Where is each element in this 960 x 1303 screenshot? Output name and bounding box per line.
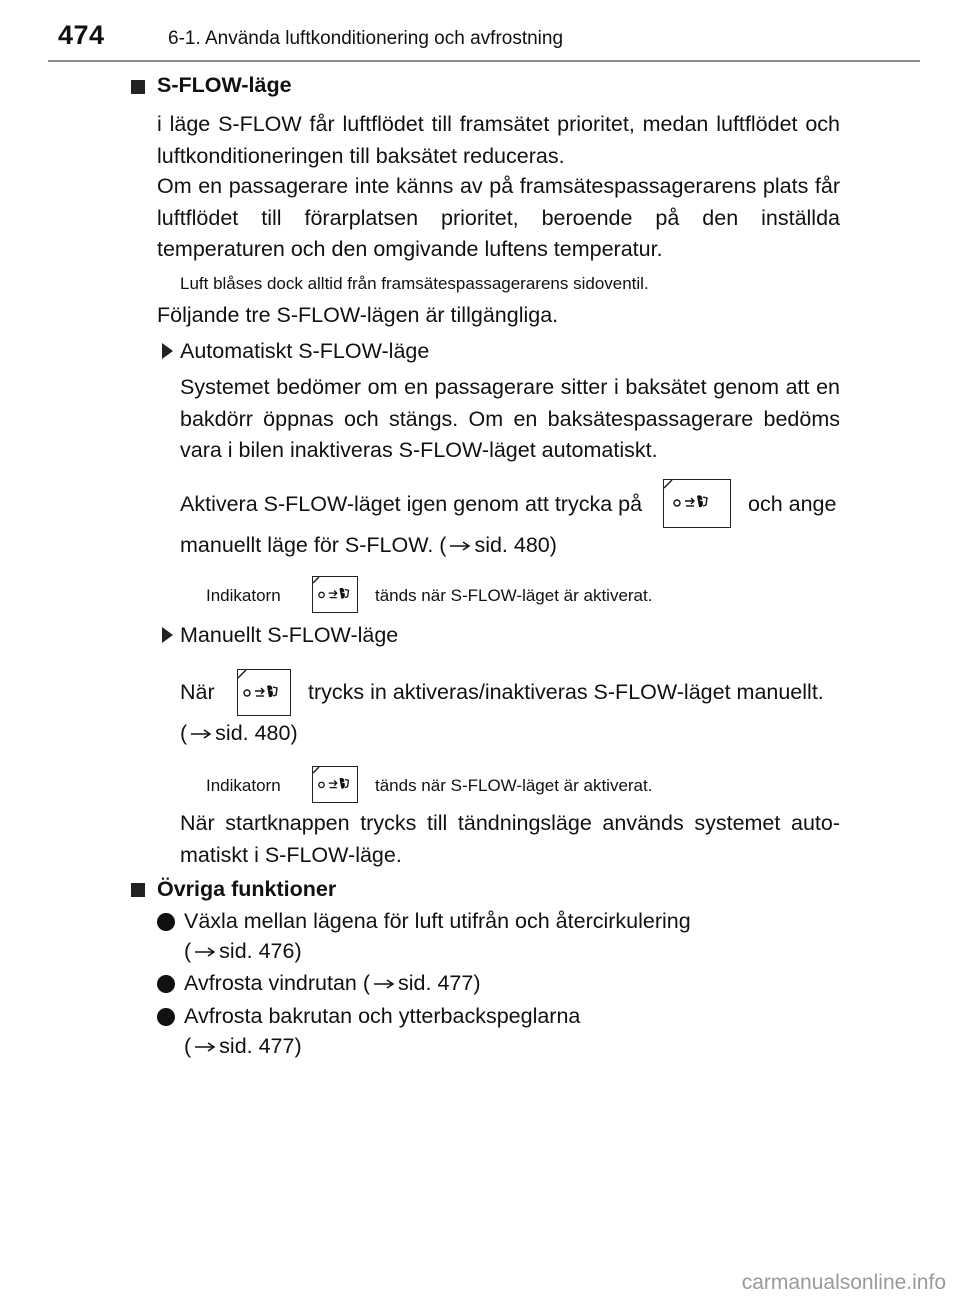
section-title: 6-1. Använda luftkonditionering och avfrostning — [168, 28, 564, 49]
s-flow-indicator-icon — [312, 576, 358, 613]
sflow-intro: Följande tre S-FLOW-lägen är tillgängliga. — [157, 303, 559, 327]
other-heading: Övriga funktioner — [157, 877, 337, 901]
right-arrow-icon — [373, 978, 395, 990]
manual-sflow-title: Manuellt S-FLOW-läge — [180, 623, 399, 647]
right-arrow-icon — [194, 946, 216, 958]
auto-sflow-title: Automatiskt S-FLOW-läge — [180, 339, 430, 363]
manual-text: trycks in aktiveras/inaktiveras S-FLOW-läget manuellt. — [308, 680, 824, 704]
right-arrow-icon — [449, 540, 471, 552]
square-bullet-icon — [131, 80, 145, 94]
sflow-paragraph-2: Om en passagerare inte känns av på framsätespassagerarens plats får luftflödet till förarplatsen prioritet, beroende på den inställda temperaturen och den omgivande luftens temperatur. — [157, 174, 840, 261]
list-item-ref: ( sid. 476) — [184, 939, 302, 963]
round-bullet-icon — [157, 975, 175, 993]
list-item-ref-text: sid. 476) — [219, 939, 302, 963]
s-flow-button-icon — [237, 669, 291, 716]
reactivate-ref: sid. 480) — [474, 533, 557, 557]
indicator-text: Indikatorn — [206, 586, 281, 605]
manual-ref: sid. 480) — [215, 721, 298, 745]
list-item: Växla mellan lägena för luft utifrån och återcirkulering — [184, 909, 691, 933]
s-flow-button-icon — [663, 479, 731, 528]
triangle-bullet-icon — [162, 627, 173, 643]
sflow-heading: S-FLOW-läge — [157, 73, 292, 97]
list-item — [184, 968, 481, 1000]
manual-ref-line — [180, 718, 298, 750]
manual-ref-prefix: ( — [180, 721, 188, 745]
square-bullet-icon — [131, 883, 145, 897]
indicator-text-end: tänds när S-FLOW-läget är aktiverat. — [375, 776, 653, 795]
s-flow-indicator-icon — [312, 766, 358, 803]
list-item-text: Avfrosta vindrutan ( — [184, 971, 371, 995]
triangle-bullet-icon — [162, 343, 173, 359]
reactivate-text-end: och ange — [748, 492, 837, 516]
list-item-ref-text: sid. 477) — [219, 1034, 302, 1058]
list-item-ref-text: sid. 477) — [398, 971, 481, 995]
manual-when: När — [180, 680, 215, 704]
sflow-paragraph-1: i läge S-FLOW får luftflödet till framsätet prioritet, medan luftflödet och luftkonditioneringen till baksätet reduceras. — [157, 112, 840, 168]
auto-sflow-paragraph: Systemet bedömer om en passagerare sitter i baksätet genom att en bakdörr öppnas och stängs. Om en baksätespassagerare bedöms vara i bilen inaktiveras S-FLOW-läget automatiskt. — [180, 375, 840, 462]
indicator-text-end: tänds när S-FLOW-läget är aktiverat. — [375, 586, 653, 605]
round-bullet-icon — [157, 1008, 175, 1026]
list-item: Avfrosta bakrutan och ytterbackspeglarna — [184, 1004, 581, 1028]
reactivate-ref-prefix: manuellt läge för S-FLOW. ( — [180, 533, 447, 557]
reactivate-text: Aktivera S-FLOW-läget igen genom att trycka på — [180, 492, 643, 516]
sflow-note: Luft blåses dock alltid från framsätespassagerarens sidoventil. — [180, 274, 649, 293]
site-watermark[interactable]: carmanualsonline.info — [741, 1271, 946, 1294]
list-item-ref: ( sid. 477) — [184, 1034, 302, 1058]
start-button-paragraph: När startknappen trycks till tändningsläge används systemet auto-matiskt i S-FLOW-läge. — [180, 811, 840, 867]
round-bullet-icon — [157, 913, 175, 931]
reactivate-ref-line — [180, 530, 557, 562]
indicator-text: Indikatorn — [206, 776, 281, 795]
header-divider — [48, 60, 920, 62]
page-number: 474 — [58, 20, 105, 50]
right-arrow-icon — [190, 728, 212, 740]
right-arrow-icon — [194, 1041, 216, 1053]
